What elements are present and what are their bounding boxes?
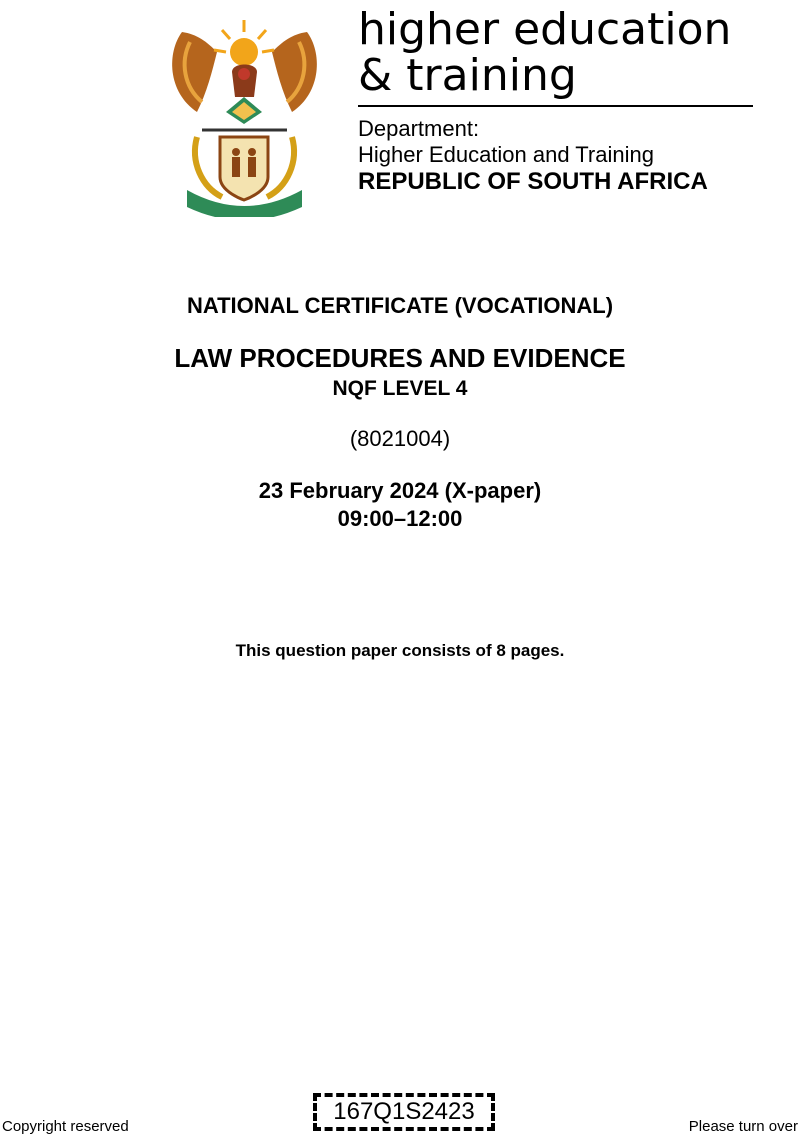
exam-date: 23 February 2024 (X-paper) [258,478,542,503]
subject-code: (8021004) [349,426,451,451]
paper-code: 167Q1S2423 [333,1098,475,1125]
coat-of-arms-logo [162,12,327,217]
copyright-notice: Copyright reserved [2,1118,129,1135]
subject-title: LAW PROCEDURES AND EVIDENCE [174,343,626,373]
country-name: REPUBLIC OF SOUTH AFRICA [358,168,708,195]
page-count-note: This question paper consists of 8 pages. [235,641,565,660]
brand-line-2: & training [358,50,577,101]
department-name: Higher Education and Training [358,142,654,167]
brand-divider [358,105,753,107]
brand-line-1: higher education [358,4,732,55]
department-label: Department: [358,116,480,141]
nqf-level: NQF LEVEL 4 [332,377,468,400]
turn-over-notice: Please turn over [688,1118,798,1135]
certificate-title: NATIONAL CERTIFICATE (VOCATIONAL) [186,293,614,318]
exam-time: 09:00–12:00 [337,506,463,531]
